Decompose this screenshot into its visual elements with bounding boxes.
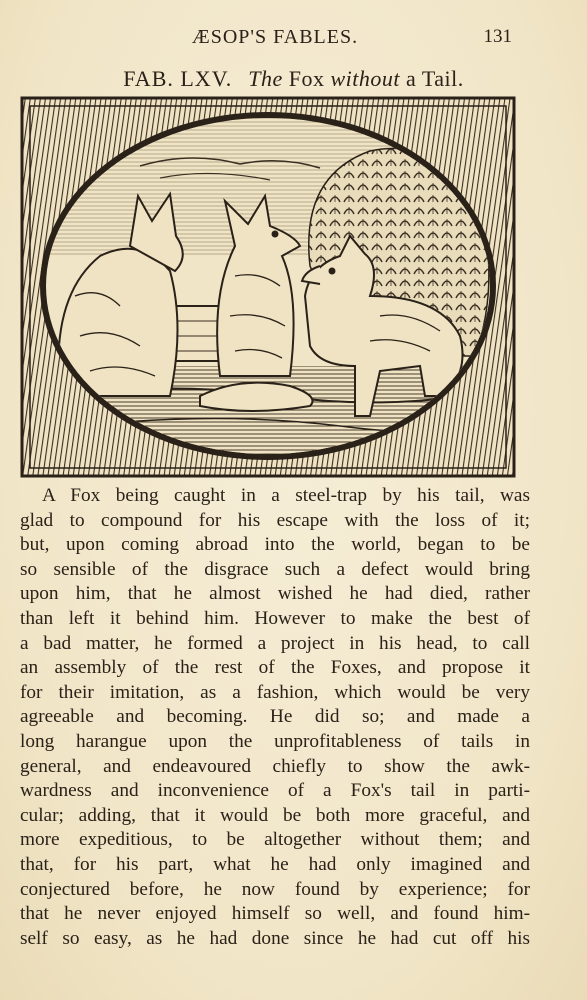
fable-title-tail: Tail. — [421, 66, 464, 91]
page-number: 131 — [483, 26, 512, 47]
text-line: conjectured before, he now found by experience; for — [20, 878, 530, 900]
text-line: long harangue upon the unprofitableness of tails in — [20, 730, 530, 752]
running-head — [0, 26, 587, 50]
fable-number: FAB. LXV. — [123, 66, 233, 91]
text-line: but, upon coming abroad into the world, began to be — [20, 534, 530, 556]
text-line: more expeditious, to be altogether without them; and — [20, 829, 530, 851]
text-line: general, and endeavoured chiefly to show the awk- — [20, 755, 530, 777]
text-line: that, for his part, what he had only imagined and — [20, 853, 530, 875]
text-line: so sensible of the disgrace such a defect would bring — [20, 558, 530, 580]
fable-title-fox: Fox — [288, 66, 325, 91]
running-title: ÆSOP'S FABLES. — [191, 26, 359, 48]
text-line: for their imitation, as a fashion, which would be very — [20, 681, 530, 703]
fable-title-the: The — [248, 66, 283, 91]
fable-body-text — [20, 484, 530, 951]
text-line: than left it behind him. However to make the best of — [20, 607, 530, 629]
text-line: cular; adding, that it would be both more graceful, and — [20, 804, 530, 826]
fable-heading — [0, 66, 587, 92]
text-line: upon him, that he almost wished he had died, rather — [20, 583, 530, 605]
text-line: a bad matter, he formed a project in his head, to call — [20, 632, 530, 654]
fable-title-a: a — [406, 66, 417, 91]
text-line: that he never enjoyed himself so well, and found him- — [20, 903, 530, 925]
text-line: A Fox being caught in a steel-trap by his tail, was — [42, 485, 530, 506]
text-line: an assembly of the rest of the Foxes, and propose it — [20, 657, 530, 679]
text-line: agreeable and becoming. He did so; and made a — [20, 706, 530, 728]
fable-title-without: without — [330, 66, 401, 91]
text-line: self so easy, as he had done since he had cut off his — [20, 927, 530, 949]
woodcut-foxes-illustration — [20, 96, 516, 478]
text-line: glad to compound for his escape with the loss of it; — [20, 509, 530, 531]
text-line: wardness and inconvenience of a Fox's tail in parti- — [20, 780, 530, 802]
